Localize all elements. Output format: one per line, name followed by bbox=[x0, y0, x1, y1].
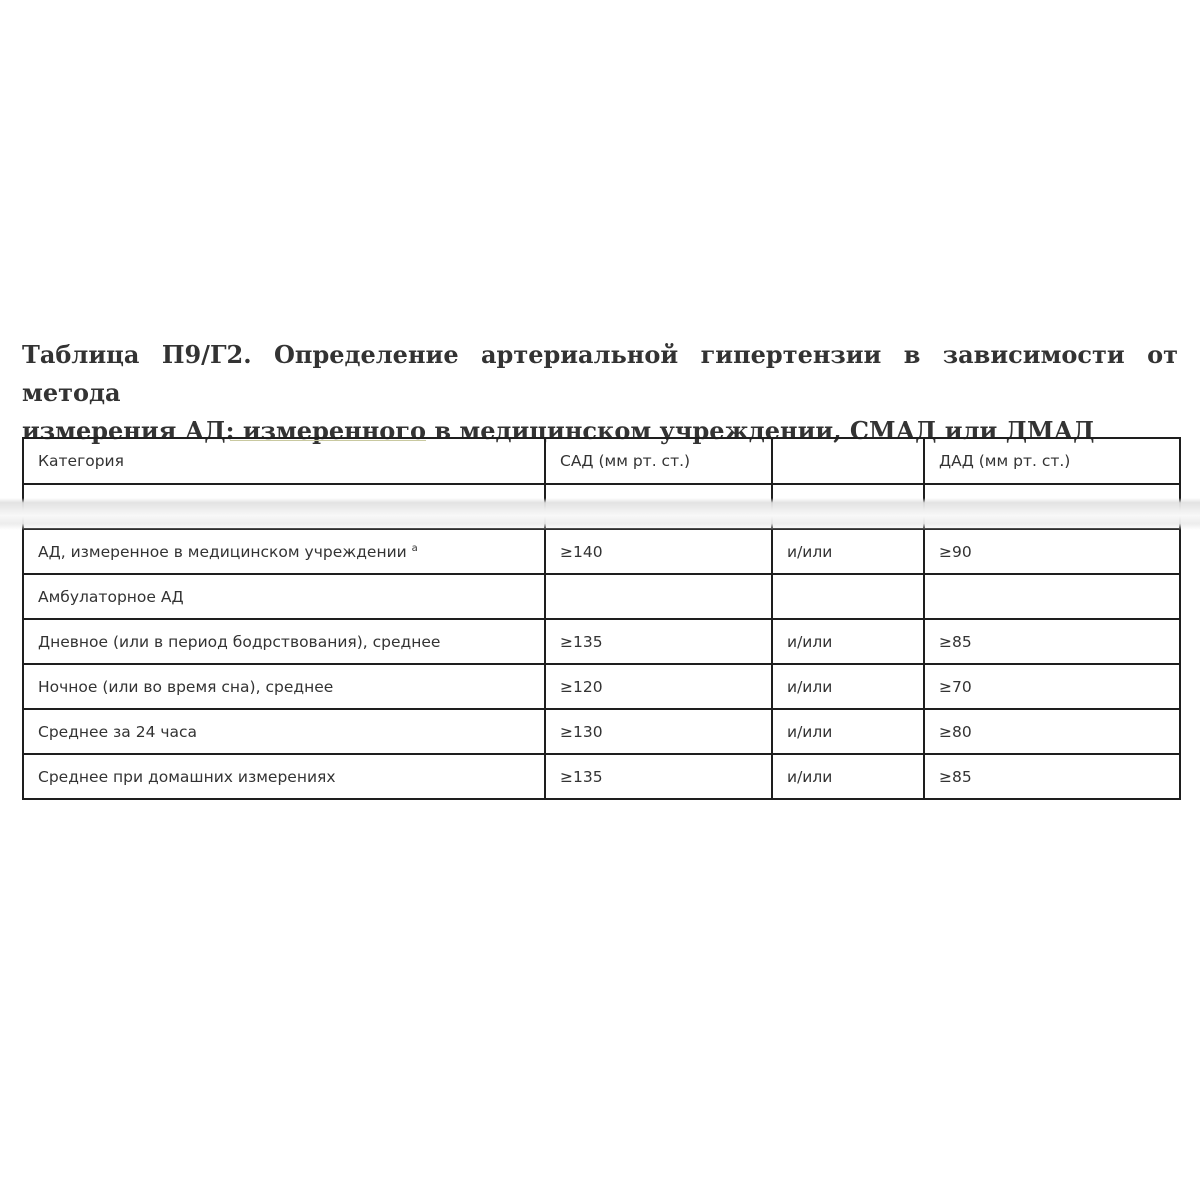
header-sad: САД (мм рт. ст.) bbox=[545, 438, 772, 484]
table-row bbox=[23, 574, 1180, 619]
cell-dad: ≥85 bbox=[924, 619, 1180, 664]
cell-dad: ≥70 bbox=[924, 664, 1180, 709]
cell-conj: и/или bbox=[772, 754, 924, 799]
cell-dad bbox=[924, 574, 1180, 619]
caption-link[interactable]: измеренного bbox=[242, 416, 426, 445]
cell-dad: ≥80 bbox=[924, 709, 1180, 754]
table-header-row bbox=[23, 438, 1180, 484]
cell-conj: и/или bbox=[772, 529, 924, 574]
caption-line-2-end: в медицинском учреждении, СМАД или ДМАД bbox=[425, 416, 1095, 445]
table-row bbox=[23, 619, 1180, 664]
table-caption bbox=[22, 336, 1178, 450]
header-conj bbox=[772, 438, 924, 484]
scan-artifact-band bbox=[0, 498, 1200, 530]
table-row bbox=[23, 754, 1180, 799]
hypertension-definition-table bbox=[22, 437, 1181, 800]
cell-category: Среднее за 24 часа bbox=[23, 709, 545, 754]
cell-conj: и/или bbox=[772, 664, 924, 709]
header-dad: ДАД (мм рт. ст.) bbox=[924, 438, 1180, 484]
cell-category: Ночное (или во время сна), среднее bbox=[23, 664, 545, 709]
cell-sad: ≥130 bbox=[545, 709, 772, 754]
cell-category: Среднее при домашних измерениях bbox=[23, 754, 545, 799]
cell-category: Амбулаторное АД bbox=[23, 574, 545, 619]
cell-conj bbox=[772, 574, 924, 619]
caption-line-1: Таблица П9/Г2. Определение артериальной гипертензии в зависимости от метода bbox=[22, 340, 1178, 407]
cell-category: Дневное (или в период бодрствования), среднее bbox=[23, 619, 545, 664]
cell-sad: ≥135 bbox=[545, 754, 772, 799]
footnote-marker: а bbox=[411, 542, 418, 554]
caption-line-2-start: измерения АД: bbox=[22, 416, 243, 445]
table-row bbox=[23, 529, 1180, 574]
cell-sad: ≥120 bbox=[545, 664, 772, 709]
cell-category bbox=[23, 529, 545, 574]
header-category: Категория bbox=[23, 438, 545, 484]
cell-sad bbox=[545, 574, 772, 619]
cell-conj: и/или bbox=[772, 709, 924, 754]
cell-category-text: АД, измеренное в медицинском учреждении bbox=[38, 542, 407, 561]
table-row bbox=[23, 664, 1180, 709]
cell-dad: ≥90 bbox=[924, 529, 1180, 574]
cell-sad: ≥135 bbox=[545, 619, 772, 664]
cell-conj: и/или bbox=[772, 619, 924, 664]
table-row bbox=[23, 709, 1180, 754]
cell-dad: ≥85 bbox=[924, 754, 1180, 799]
cell-sad: ≥140 bbox=[545, 529, 772, 574]
